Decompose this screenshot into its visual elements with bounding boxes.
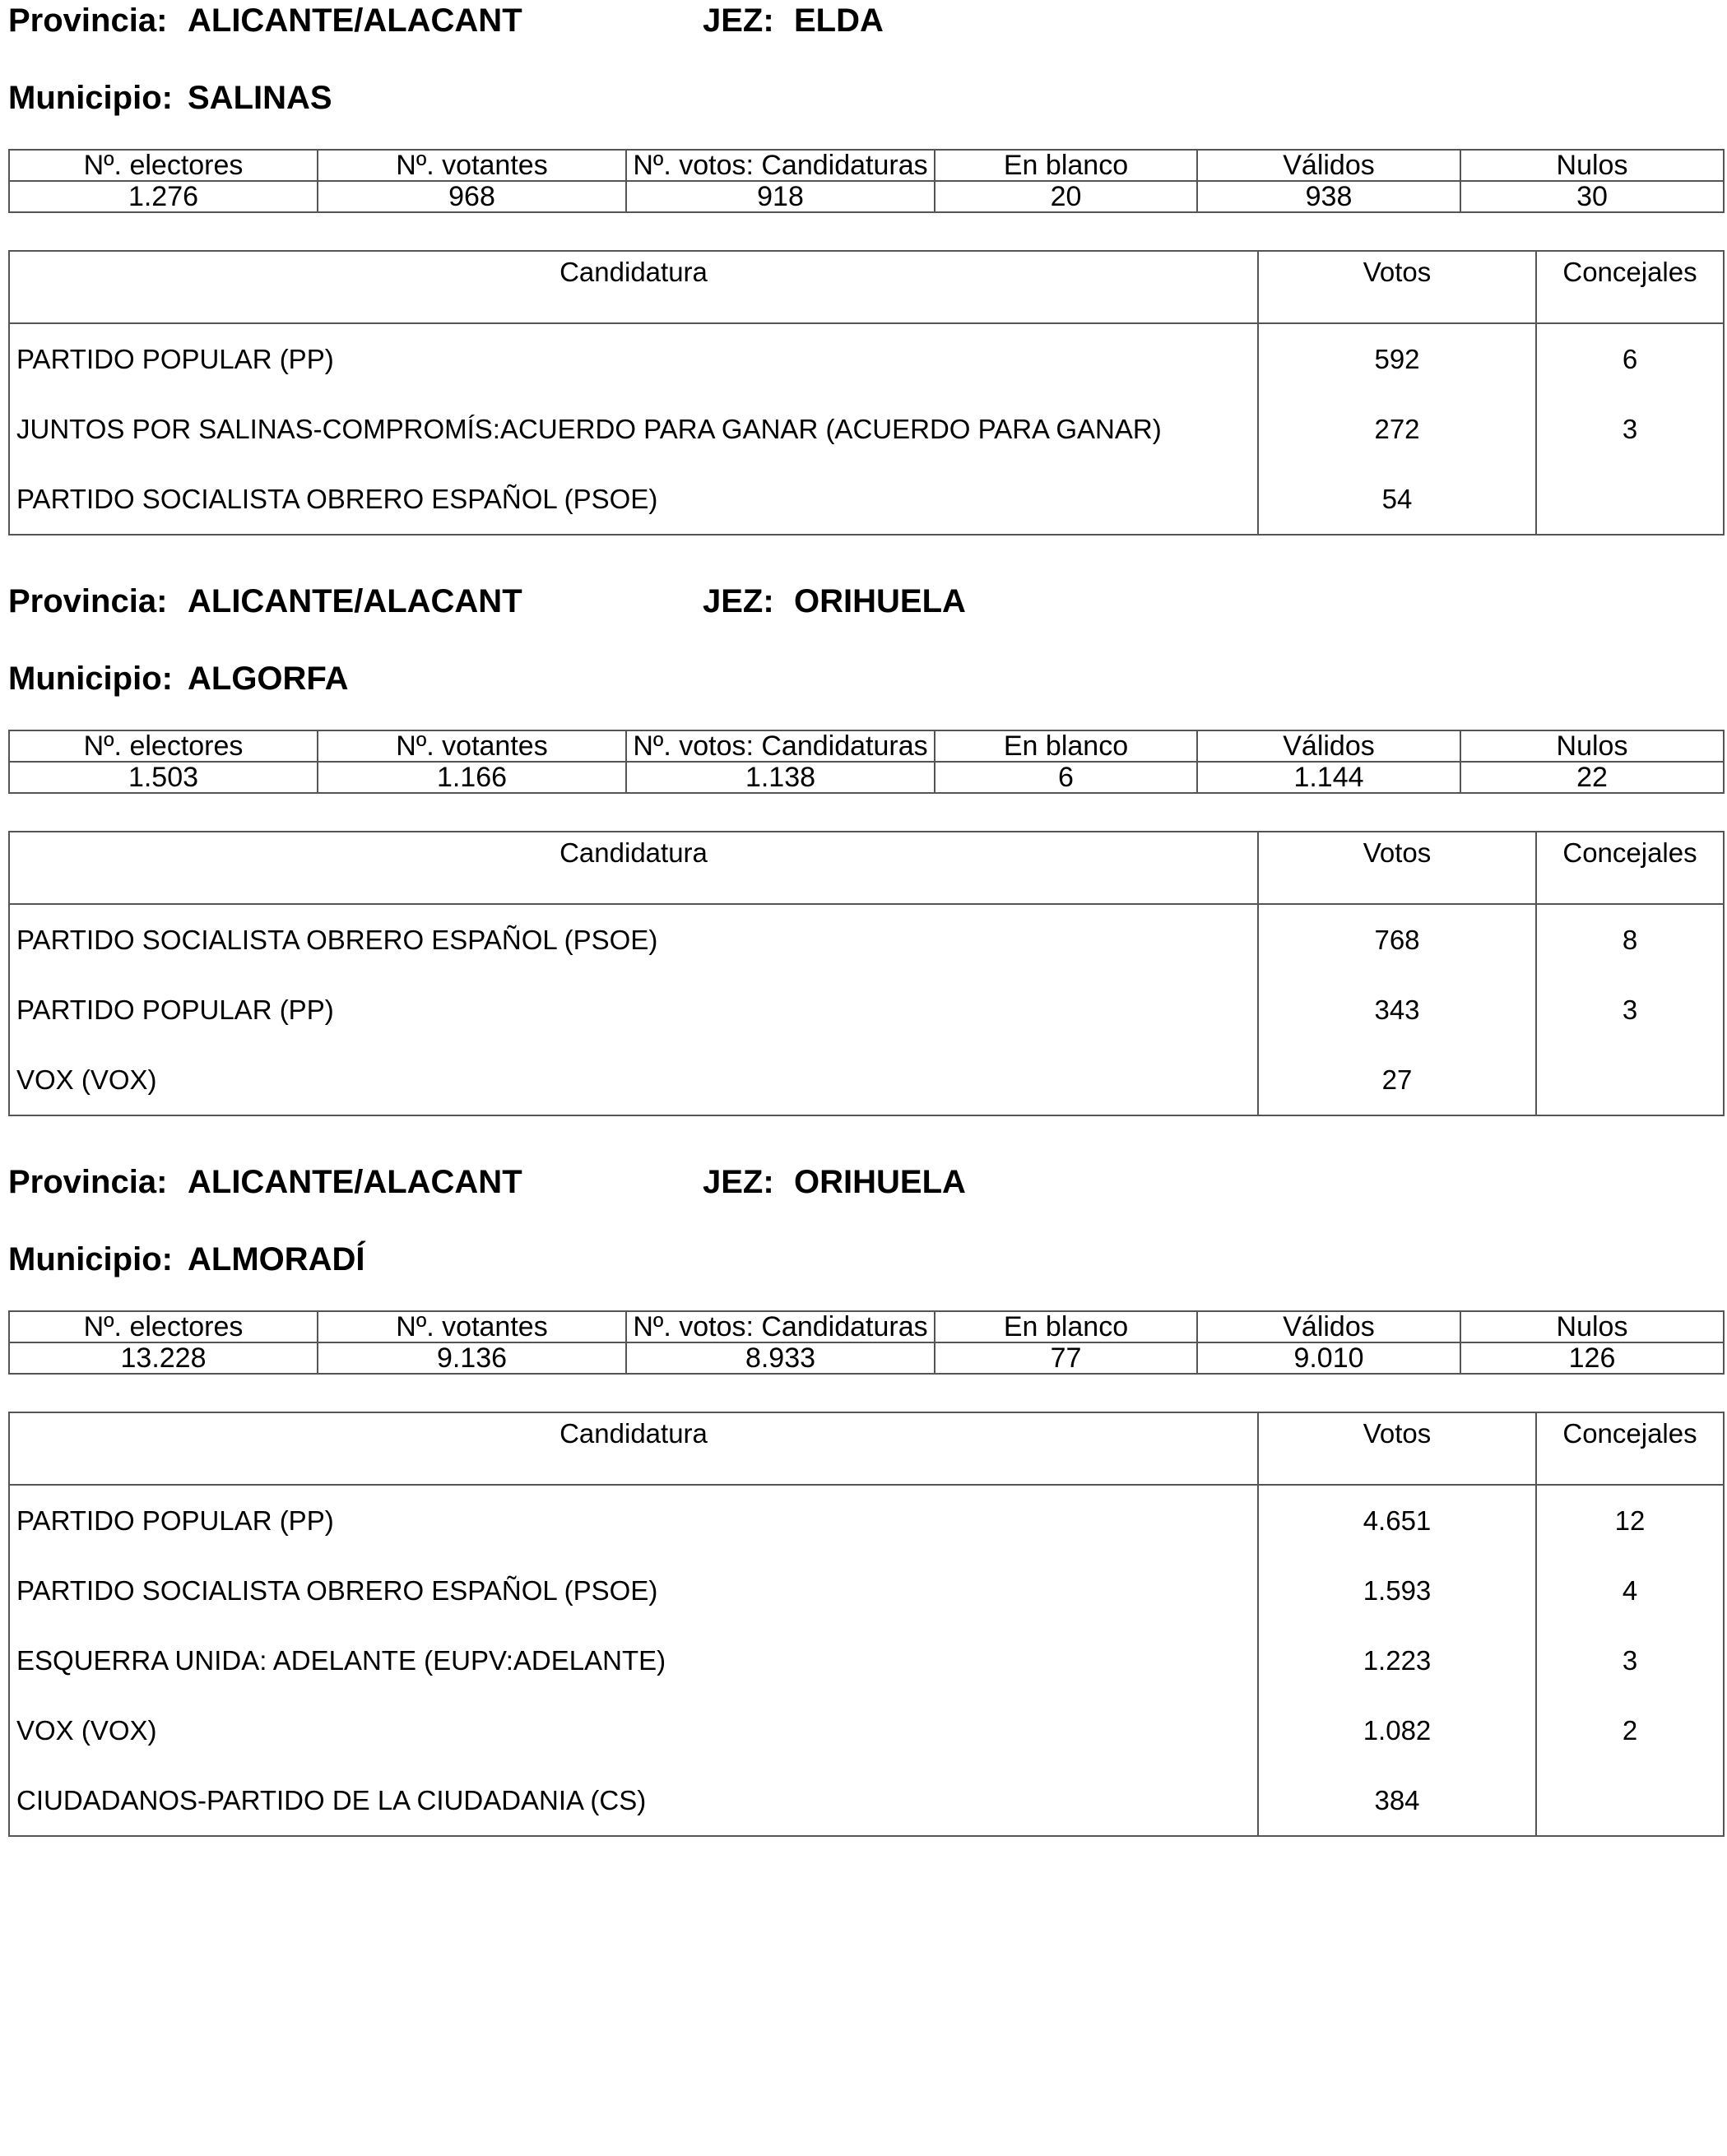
candidatura-name: PARTIDO SOCIALISTA OBRERO ESPAÑOL (PSOE) — [9, 1556, 1258, 1625]
municipio-label: Municipio: — [8, 80, 173, 116]
candidatura-row — [9, 1625, 1724, 1695]
header-en-blanco: En blanco — [935, 150, 1197, 181]
candidatura-row — [9, 323, 1724, 394]
candidatura-votos: 1.082 — [1258, 1695, 1536, 1765]
header-candidatura: Candidatura — [9, 1412, 1258, 1485]
value-validos: 9.010 — [1197, 1342, 1460, 1374]
header-votos-candidaturas: Nº. votos: Candidaturas — [626, 150, 935, 181]
header-candidatura: Candidatura — [9, 251, 1258, 323]
summary-value-row — [9, 1342, 1724, 1374]
header-validos: Válidos — [1197, 150, 1460, 181]
municipality-section — [0, 0, 1727, 576]
candidaturas-table — [8, 1412, 1725, 1837]
candidatura-concejales — [1536, 1045, 1724, 1115]
candidatura-row — [9, 464, 1724, 535]
summary-header-row — [9, 1311, 1724, 1342]
candidaturas-header-row — [9, 832, 1724, 904]
candidatura-votos: 768 — [1258, 904, 1536, 975]
header-nulos: Nulos — [1460, 730, 1724, 762]
header-concejales: Concejales — [1536, 832, 1724, 904]
provincia-value: ALICANTE/ALACANT — [188, 1164, 522, 1200]
value-votos-candidaturas: 1.138 — [626, 762, 935, 793]
header-votos: Votos — [1258, 832, 1536, 904]
value-nulos: 126 — [1460, 1342, 1724, 1374]
candidatura-votos: 1.593 — [1258, 1556, 1536, 1625]
header-votos-candidaturas: Nº. votos: Candidaturas — [626, 1311, 935, 1342]
candidatura-votos: 4.651 — [1258, 1485, 1536, 1556]
candidatura-concejales — [1536, 464, 1724, 535]
header-votantes: Nº. votantes — [318, 1311, 626, 1342]
candidatura-name: PARTIDO POPULAR (PP) — [9, 323, 1258, 394]
jez-label: JEZ: — [703, 1164, 774, 1200]
jez-value: ELDA — [794, 2, 884, 39]
value-en-blanco: 77 — [935, 1342, 1197, 1374]
jez-label: JEZ: — [703, 2, 774, 39]
candidatura-name: CIUDADANOS-PARTIDO DE LA CIUDADANIA (CS) — [9, 1765, 1258, 1836]
provincia-label: Provincia: — [8, 1164, 168, 1200]
summary-header-row — [9, 730, 1724, 762]
provincia-label: Provincia: — [8, 583, 168, 619]
summary-table — [8, 149, 1725, 213]
header-nulos: Nulos — [1460, 150, 1724, 181]
candidatura-concejales: 8 — [1536, 904, 1724, 975]
header-validos: Válidos — [1197, 730, 1460, 762]
candidatura-votos: 27 — [1258, 1045, 1536, 1115]
candidatura-name: PARTIDO SOCIALISTA OBRERO ESPAÑOL (PSOE) — [9, 464, 1258, 535]
candidatura-row — [9, 1765, 1724, 1836]
jez-value: ORIHUELA — [794, 1164, 966, 1200]
candidatura-row — [9, 975, 1724, 1045]
candidatura-row — [9, 1485, 1724, 1556]
jez-label: JEZ: — [703, 583, 774, 619]
header-votos-candidaturas: Nº. votos: Candidaturas — [626, 730, 935, 762]
municipality-section — [0, 581, 1727, 1157]
value-electores: 13.228 — [9, 1342, 318, 1374]
provincia-label: Provincia: — [8, 2, 168, 39]
candidatura-concejales: 3 — [1536, 394, 1724, 464]
value-en-blanco: 6 — [935, 762, 1197, 793]
value-votos-candidaturas: 8.933 — [626, 1342, 935, 1374]
candidatura-concejales — [1536, 1765, 1724, 1836]
municipality-section — [0, 1161, 1727, 1902]
header-electores: Nº. electores — [9, 150, 318, 181]
candidaturas-header-row — [9, 251, 1724, 323]
municipio-value: ALMORADÍ — [188, 1241, 365, 1277]
value-validos: 1.144 — [1197, 762, 1460, 793]
candidatura-name: PARTIDO POPULAR (PP) — [9, 1485, 1258, 1556]
value-nulos: 22 — [1460, 762, 1724, 793]
candidatura-name: PARTIDO SOCIALISTA OBRERO ESPAÑOL (PSOE) — [9, 904, 1258, 975]
header-votos: Votos — [1258, 1412, 1536, 1485]
value-votantes: 9.136 — [318, 1342, 626, 1374]
candidatura-name: VOX (VOX) — [9, 1695, 1258, 1765]
header-votantes: Nº. votantes — [318, 730, 626, 762]
candidatura-row — [9, 394, 1724, 464]
summary-value-row — [9, 181, 1724, 212]
candidatura-concejales: 3 — [1536, 1625, 1724, 1695]
jez-value: ORIHUELA — [794, 583, 966, 619]
candidatura-concejales: 6 — [1536, 323, 1724, 394]
candidatura-votos: 592 — [1258, 323, 1536, 394]
value-validos: 938 — [1197, 181, 1460, 212]
value-electores: 1.276 — [9, 181, 318, 212]
summary-value-row — [9, 762, 1724, 793]
candidatura-votos: 1.223 — [1258, 1625, 1536, 1695]
municipio-label: Municipio: — [8, 661, 173, 697]
header-candidatura: Candidatura — [9, 832, 1258, 904]
candidatura-concejales: 2 — [1536, 1695, 1724, 1765]
candidatura-name: JUNTOS POR SALINAS-COMPROMÍS:ACUERDO PARA GANAR (ACUERDO PARA GANAR) — [9, 394, 1258, 464]
header-electores: Nº. electores — [9, 730, 318, 762]
candidatura-votos: 384 — [1258, 1765, 1536, 1836]
summary-table — [8, 1310, 1725, 1375]
value-votos-candidaturas: 918 — [626, 181, 935, 212]
header-en-blanco: En blanco — [935, 730, 1197, 762]
value-votantes: 968 — [318, 181, 626, 212]
provincia-value: ALICANTE/ALACANT — [188, 583, 522, 619]
candidatura-name: ESQUERRA UNIDA: ADELANTE (EUPV:ADELANTE) — [9, 1625, 1258, 1695]
summary-table — [8, 730, 1725, 794]
candidatura-votos: 343 — [1258, 975, 1536, 1045]
header-concejales: Concejales — [1536, 1412, 1724, 1485]
candidatura-row — [9, 904, 1724, 975]
candidatura-row — [9, 1556, 1724, 1625]
value-nulos: 30 — [1460, 181, 1724, 212]
municipio-value: SALINAS — [188, 80, 332, 116]
municipio-value: ALGORFA — [188, 661, 349, 697]
candidaturas-header-row — [9, 1412, 1724, 1485]
candidatura-concejales: 3 — [1536, 975, 1724, 1045]
header-concejales: Concejales — [1536, 251, 1724, 323]
candidatura-name: PARTIDO POPULAR (PP) — [9, 975, 1258, 1045]
header-electores: Nº. electores — [9, 1311, 318, 1342]
value-votantes: 1.166 — [318, 762, 626, 793]
header-votos: Votos — [1258, 251, 1536, 323]
value-en-blanco: 20 — [935, 181, 1197, 212]
candidatura-votos: 54 — [1258, 464, 1536, 535]
candidatura-name: VOX (VOX) — [9, 1045, 1258, 1115]
value-electores: 1.503 — [9, 762, 318, 793]
candidaturas-table — [8, 250, 1725, 536]
header-votantes: Nº. votantes — [318, 150, 626, 181]
candidatura-concejales: 4 — [1536, 1556, 1724, 1625]
candidatura-row — [9, 1045, 1724, 1115]
candidatura-concejales: 12 — [1536, 1485, 1724, 1556]
provincia-value: ALICANTE/ALACANT — [188, 2, 522, 39]
header-validos: Válidos — [1197, 1311, 1460, 1342]
candidatura-votos: 272 — [1258, 394, 1536, 464]
candidatura-row — [9, 1695, 1724, 1765]
header-en-blanco: En blanco — [935, 1311, 1197, 1342]
summary-header-row — [9, 150, 1724, 181]
municipio-label: Municipio: — [8, 1241, 173, 1277]
header-nulos: Nulos — [1460, 1311, 1724, 1342]
candidaturas-table — [8, 831, 1725, 1116]
